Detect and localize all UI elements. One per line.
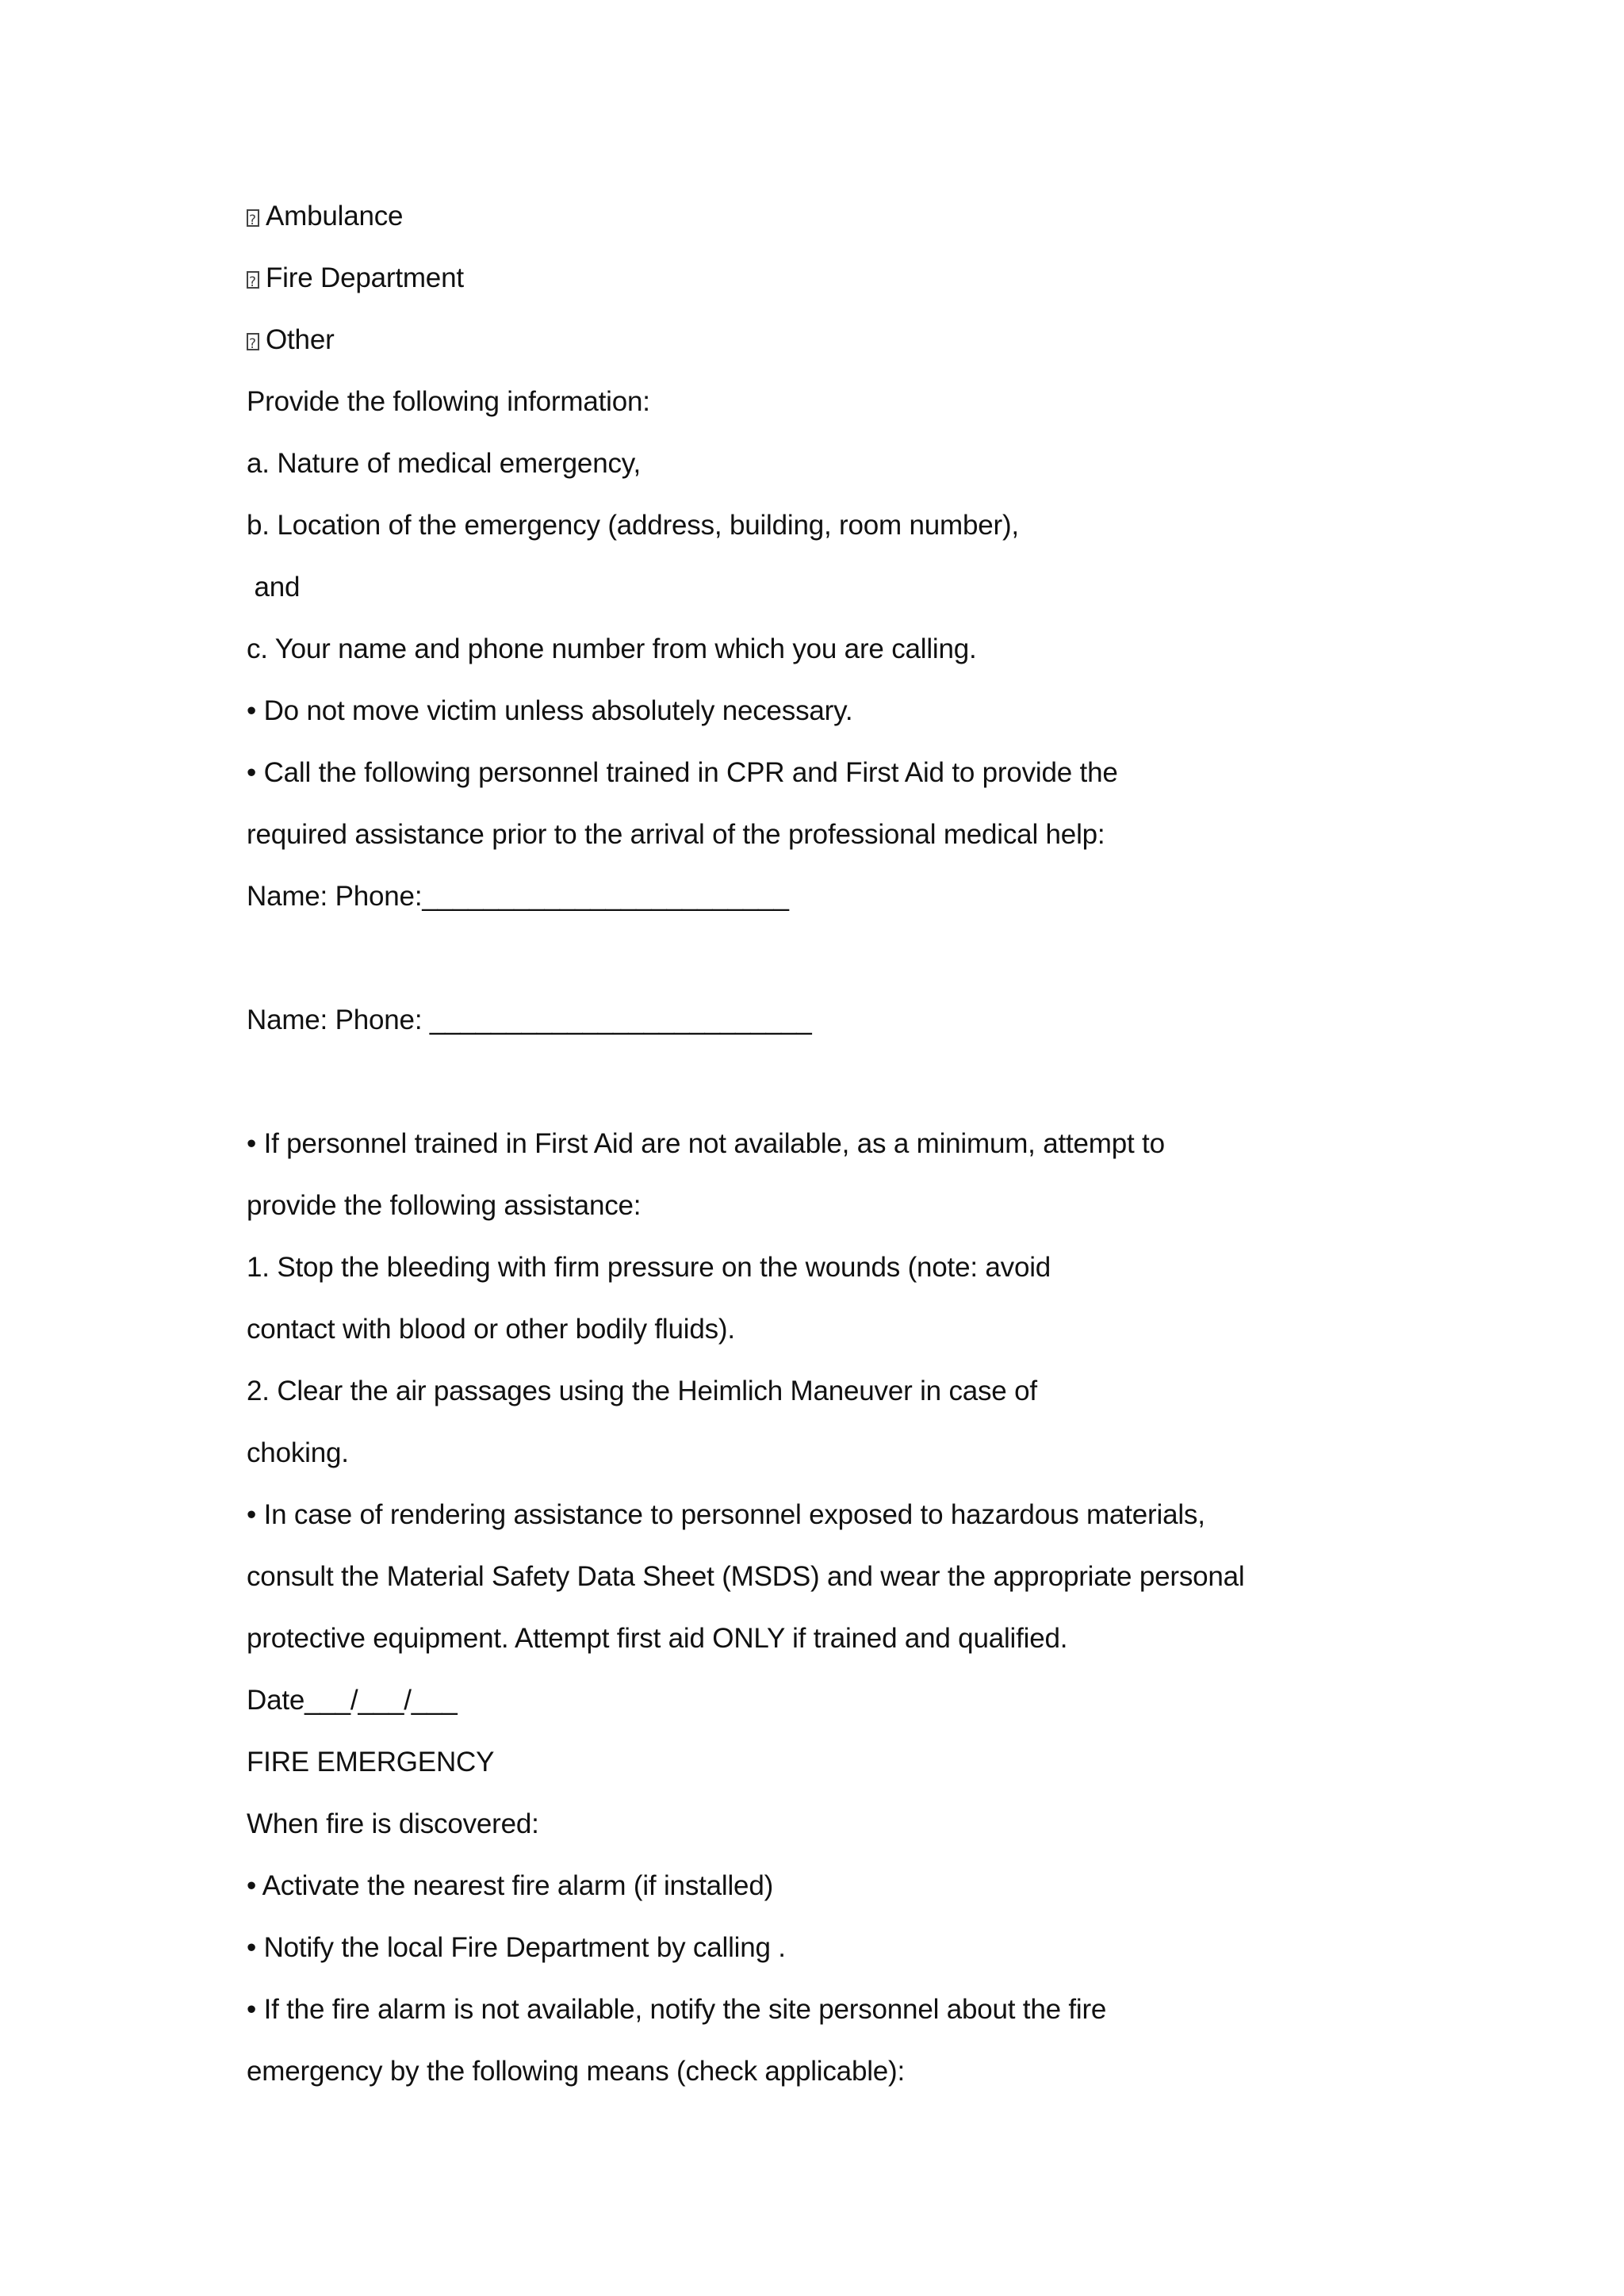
- bullet-no-alarm-line2: emergency by the following means (check applicable):: [247, 2056, 906, 2087]
- checkbox-icon: [247, 271, 259, 289]
- bullet-no-alarm-line1: • If the fire alarm is not available, notify the site personnel about the fire: [247, 1994, 1107, 2025]
- list-item-c: c. Your name and phone number from which you are calling.: [247, 633, 977, 664]
- name-phone-field-2: Name: Phone: _________________________: [247, 1004, 812, 1035]
- bullet-hazmat-line2: consult the Material Safety Data Sheet (MSDS) and wear the appropriate personal: [247, 1561, 1245, 1592]
- option-ambulance: [247, 200, 403, 233]
- date-field: Date___/___/___: [247, 1685, 458, 1716]
- conjunction-text: and: [247, 572, 301, 603]
- step-1-line1: 1. Stop the bleeding with firm pressure on the wounds (note: avoid: [247, 1252, 1051, 1283]
- option-label: Other: [266, 324, 335, 355]
- bullet-call-personnel-line2: required assistance prior to the arrival of the professional medical help:: [247, 819, 1105, 850]
- bullet-call-personnel-line1: • Call the following personnel trained in CPR and First Aid to provide the: [247, 757, 1118, 788]
- bullet-hazmat-line3: protective equipment. Attempt first aid ONLY if trained and qualified.: [247, 1623, 1068, 1654]
- section-heading-fire-emergency: FIRE EMERGENCY: [247, 1747, 495, 1777]
- step-1-line2: contact with blood or other bodily fluids).: [247, 1314, 735, 1345]
- option-label: Ambulance: [266, 201, 404, 232]
- bullet-activate-alarm: • Activate the nearest fire alarm (if installed): [247, 1870, 774, 1901]
- name-phone-field-1: Name: Phone:________________________: [247, 881, 789, 912]
- checkbox-icon: [247, 209, 259, 227]
- provide-info-heading: Provide the following information:: [247, 386, 650, 417]
- option-other: [247, 323, 335, 357]
- bullet-notify-fire-department: • Notify the local Fire Department by calling .: [247, 1932, 786, 1963]
- option-fire-department: [247, 262, 464, 295]
- list-item-b: b. Location of the emergency (address, building, room number),: [247, 510, 1019, 541]
- bullet-hazmat-line1: • In case of rendering assistance to personnel exposed to hazardous materials,: [247, 1499, 1205, 1530]
- bullet-if-not-available-line2: provide the following assistance:: [247, 1190, 642, 1221]
- step-2-line1: 2. Clear the air passages using the Heimlich Maneuver in case of: [247, 1376, 1037, 1406]
- step-2-line2: choking.: [247, 1437, 349, 1468]
- list-item-a: a. Nature of medical emergency,: [247, 448, 641, 479]
- when-fire-discovered: When fire is discovered:: [247, 1808, 539, 1839]
- checkbox-icon: [247, 333, 259, 350]
- option-label: Fire Department: [266, 262, 464, 293]
- bullet-do-not-move: • Do not move victim unless absolutely necessary.: [247, 695, 853, 726]
- bullet-if-not-available-line1: • If personnel trained in First Aid are not available, as a minimum, attempt to: [247, 1128, 1165, 1159]
